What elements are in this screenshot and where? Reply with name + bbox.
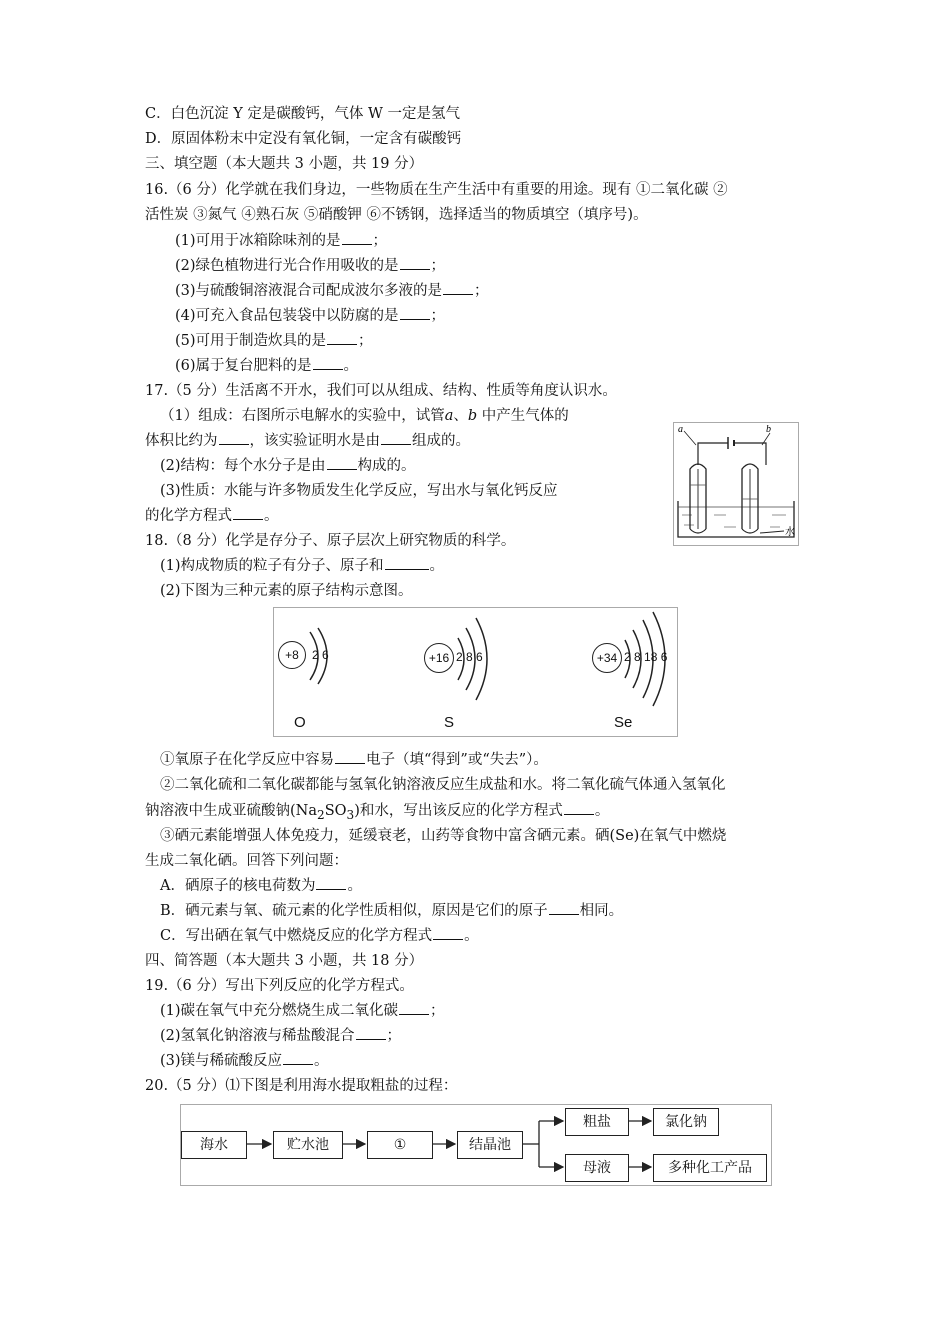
answer-blank[interactable] [233, 507, 263, 520]
tube-a-ref: a [444, 408, 454, 424]
q18-sub1 [160, 750, 548, 770]
q16-item2 [175, 256, 445, 276]
node-reservoir: 贮水池 [273, 1131, 343, 1159]
q17-item1-l2-pre: 体积比约为 [145, 433, 218, 449]
q16-item1-text: (1)可用于冰箱除味剂的是 [175, 233, 341, 249]
punct: ； [430, 308, 446, 324]
punct: ； [358, 333, 373, 349]
punct: 。 [314, 1053, 329, 1069]
q17-item1-text: （1）组成：右图所示电解水的实验中，试管 [160, 408, 445, 424]
q16-item5-text: (5)可用于制造炊具的是 [175, 333, 327, 349]
tube-b-label: b [766, 424, 771, 435]
selenium-nucleus: +34 [592, 643, 622, 673]
q18-part-b-end: 相同。 [579, 903, 624, 919]
q16-item4-text: (4)可充入食品包装袋中以防腐的是 [175, 308, 399, 324]
answer-blank[interactable] [400, 257, 430, 270]
sulfur-electrons: 2 8 6 [456, 650, 483, 664]
q18-sub3-line1: ③硒元素能增强人体免疫力，延缓衰老，山药等食物中富含硒元素。硒(Se)在氧气中燃烧 [160, 828, 727, 844]
q18-part-b [160, 901, 623, 921]
answer-blank[interactable] [549, 902, 579, 915]
q17-item1-line2 [145, 431, 470, 451]
electrolysis-figure [673, 422, 799, 546]
q17-item2 [160, 456, 416, 476]
q18-sub2-line2 [145, 801, 609, 825]
answer-blank[interactable] [399, 1002, 429, 1015]
q18-sub3-line2: 生成二氧化硒。回答下列问题： [145, 853, 348, 869]
punct: 。 [464, 928, 479, 944]
punct: ； [386, 1028, 402, 1044]
q17-item2-end: 构成的。 [357, 458, 416, 474]
q18-part-a-text: A．硒原子的核电荷数为 [160, 878, 316, 894]
option-d: D．原固体粉末中定没有氧化铜，一定含有碳酸钙 [145, 131, 462, 147]
section-3-heading: 三、填空题（本大题共 3 小题，共 19 分） [145, 156, 424, 172]
q17-item3-line1: (3)性质：水能与许多物质发生化学反应，写出水与氧化钙反应 [160, 483, 558, 499]
q18-sub1-end: 电子（填“得到”或“失去”）。 [366, 752, 548, 768]
answer-blank[interactable] [381, 432, 411, 445]
q19-item1-text: (1)碳在氧气中充分燃烧生成二氧化碳 [160, 1003, 399, 1019]
q18-item1 [160, 556, 444, 576]
atomic-structure-figure [273, 607, 678, 737]
node-crude-salt: 粗盐 [565, 1108, 629, 1136]
subscript-3: 3 [346, 807, 355, 822]
section-4-heading: 四、简答题（本大题共 3 小题，共 18 分） [145, 953, 424, 969]
node-sodium-chloride: 氯化钠 [653, 1108, 719, 1136]
oxygen-nucleus: +8 [278, 641, 306, 669]
q18-sub2-end: )和水，写出该反应的化学方程式 [354, 803, 563, 819]
q18-stem: 18.（8 分）化学是存分子、原子层次上研究物质的科学。 [145, 533, 516, 549]
punct: 。 [264, 508, 279, 524]
q16-stem-line2: 活性炭 ③氮气 ④熟石灰 ⑤硝酸钾 ⑥不锈钢，选择适当的物质填空（填序号)。 [145, 207, 648, 223]
q17-item3-l2-text: 的化学方程式 [145, 508, 232, 524]
punct: ； [430, 258, 446, 274]
sep: 、 [453, 408, 468, 424]
answer-blank[interactable] [342, 232, 372, 245]
node-crystallizer: 结晶池 [457, 1131, 523, 1159]
q16-item2-text: (2)绿色植物进行光合作用吸收的是 [175, 258, 399, 274]
node-chemical-products: 多种化工产品 [653, 1154, 767, 1182]
sulfur-symbol: S [444, 714, 455, 731]
q16-item6-text: (6)属于复台肥料的是 [175, 358, 312, 374]
q17-item1-line1 [160, 406, 569, 426]
q18-sub2-line1: ②二氧化硫和二氧化碳都能与氢氧化钠溶液反应生成盐和水。将二氧化硫气体通入氢氧化 [160, 777, 726, 793]
node-seawater: 海水 [181, 1131, 247, 1159]
oxygen-symbol: O [294, 714, 306, 731]
answer-blank[interactable] [316, 877, 346, 890]
q19-item3-text: (3)镁与稀硫酸反应 [160, 1053, 283, 1069]
electrolysis-diagram [674, 423, 798, 545]
q17-item1-l2-end: 组成的。 [412, 433, 470, 449]
answer-blank[interactable] [443, 282, 473, 295]
q17-stem: 17.（5 分）生活离不开水，我们可以从组成、结构、性质等角度认识水。 [145, 383, 617, 399]
node-step1: ① [367, 1131, 433, 1159]
q18-sub1-pre: ①氧原子在化学反应中容易 [160, 752, 334, 768]
selenium-electrons: 2 8 18 6 [624, 650, 668, 664]
q18-item1-text: (1)构成物质的粒子有分子、原子和 [160, 558, 384, 574]
punct: 。 [347, 878, 362, 894]
answer-blank[interactable] [400, 307, 430, 320]
q19-item2 [160, 1026, 401, 1046]
subscript-2: 2 [317, 807, 325, 822]
punct: 。 [594, 803, 610, 819]
answer-blank[interactable] [283, 1052, 313, 1065]
q16-item5 [175, 331, 373, 351]
node-mother-liquor: 母液 [565, 1154, 629, 1182]
q16-item6 [175, 356, 358, 376]
answer-blank[interactable] [327, 332, 357, 345]
q17-item1-l2-mid: ，该实验证明水是由 [249, 433, 380, 449]
salt-extraction-flowchart [180, 1104, 772, 1186]
q20-stem: 20.（5 分）⑴下图是利用海水提取粗盐的过程： [145, 1078, 458, 1094]
option-c: C．白色沉淀 Y 定是碳酸钙，气体 W 一定是氢气 [145, 106, 461, 122]
q18-item2: (2)下图为三种元素的原子结构示意图。 [160, 583, 413, 599]
q17-item1-end: 中产生气体的 [477, 408, 569, 424]
q18-part-c [160, 926, 479, 946]
q16-item1 [175, 231, 387, 251]
punct: ； [430, 1003, 445, 1019]
answer-blank[interactable] [385, 557, 429, 570]
answer-blank[interactable] [313, 357, 343, 370]
q16-stem-line1: 16.（6 分）化学就在我们身边，一些物质在生产生活中有重要的用途。现有 ①二氧化碳 ② [145, 182, 728, 198]
answer-blank[interactable] [356, 1027, 386, 1040]
selenium-symbol: Se [614, 714, 633, 731]
q17-item2-pre: (2)结构：每个水分子是由 [160, 458, 326, 474]
q16-item3-text: (3)与硫酸铜溶液混合司配成波尔多液的是 [175, 283, 443, 299]
oxygen-electrons: 2 6 [312, 648, 329, 662]
answer-blank[interactable] [335, 751, 365, 764]
q19-item2-text: (2)氢氧化钠溶液与稀盐酸混合 [160, 1028, 355, 1044]
tube-b-ref: b [467, 408, 478, 424]
tube-a-label: a [678, 424, 683, 435]
q18-sub2-pre: 钠溶液中生成亚硫酸钠(Na [145, 803, 317, 819]
water-label: 水 [785, 527, 795, 538]
sulfur-nucleus: +16 [424, 643, 454, 673]
so-text: SO [324, 803, 347, 819]
q17-item3-line2 [145, 506, 279, 526]
answer-blank[interactable] [564, 802, 594, 815]
punct: 。 [429, 558, 445, 574]
q18-part-b-pre: B．硒元素与氧、硫元素的化学性质相似，原因是它们的原子 [160, 903, 548, 919]
punct: ； [474, 283, 489, 299]
answer-blank[interactable] [327, 457, 357, 470]
q16-item3 [175, 281, 489, 301]
q19-item3 [160, 1051, 329, 1071]
answer-blank[interactable] [433, 927, 463, 940]
punct: ； [372, 233, 388, 249]
q19-stem: 19.（6 分）写出下列反应的化学方程式。 [145, 978, 414, 994]
q16-item4 [175, 306, 445, 326]
q19-item1 [160, 1001, 445, 1021]
q18-part-a [160, 876, 362, 896]
q18-part-c-text: C．写出硒在氧气中燃烧反应的化学方程式 [160, 928, 433, 944]
answer-blank[interactable] [219, 432, 249, 445]
punct: 。 [343, 358, 359, 374]
